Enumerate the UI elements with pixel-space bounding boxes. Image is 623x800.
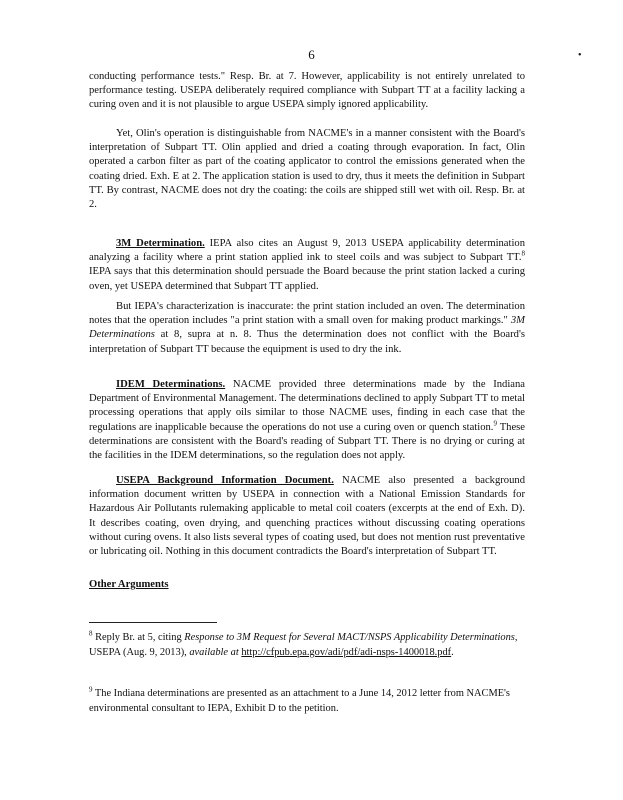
footnote-ref-9: 9 [493,419,497,428]
paragraph-1 [89,70,525,113]
footnote-8-text-a: Reply Br. at 5, citing [92,632,185,643]
footnote-9 [89,686,529,716]
paragraph-4-text [89,300,525,357]
paragraph-3-text-b: IEPA says that this determination should persuade the Board because the print station lacked a curing oven, yet USEPA determined that Subpart TT applied. [89,266,525,292]
other-arguments-heading: Other Arguments [89,579,169,590]
footnote-8 [89,630,529,660]
footnote-9-text: The Indiana determinations are presented as an attachment to a June 14, 2012 letter from NACME's environmental consultant to IEPA, Exhibit D to the petition. [89,688,510,714]
paragraph-4-text-b: at 8, supra at n. 8. Thus the determination does not conflict with the Board's interpretation of Subpart TT because the equipment is used to dry the ink. [89,329,525,355]
section-heading [89,578,525,592]
footnote-8-link[interactable]: http://cfpub.epa.gov/adi/pdf/adi-nsps-1400018.pdf [241,647,452,658]
paragraph-2 [89,127,525,212]
citation-3m: 3M Determinations [89,315,525,341]
footnote-8-text-b: , USEPA (Aug. 9, 2013), [89,632,518,658]
paragraph-4-text-a: But IEPA's characterization is inaccurate: the print station included an oven. The determination notes that the operation includes "a print station with a small oven for making product markings." [89,301,525,327]
paragraph-5 [89,378,525,463]
paragraph-5-text-b: These determinations are consistent with the Board's reading of Subpart TT. There is no drying or curing at the facilities in the IDEM determinations, so the regulation does not apply. [89,421,525,462]
footnote-8-title: Response to 3M Request for Several MACT/NSPS Applicability Determinations [184,632,515,643]
footnote-8-available: available at [189,647,239,658]
paragraph-1-text: conducting performance tests." Resp. Br. at 7. However, applicability is not entirely unrelated to performance testing. USEPA deliberately required compliance with Subpart TT at a facility lacking a curing oven and it is not plausible to argue USEPA simply ignored applicability. [89,71,525,111]
footnote-8-end: . [451,647,454,658]
paragraph-5-text [89,378,525,463]
heading-usepa-background: USEPA Background Information Document. [116,475,334,486]
footnote-divider [89,622,217,623]
footnote-9-number: 9 [89,685,93,694]
footnote-ref-8: 8 [521,249,525,258]
paragraph-2-text: Yet, Olin's operation is distinguishable from NACME's in a manner consistent with the Board's interpretation of Subpart TT. Olin applied and dried a coating through evaporation. In fact, Olin operated a carbon filter as part of the coating applicator to control the emissions generated when the coating dried. Exh. E at 2. The application station is used to dry, thus it meets the definition in Subpart TT. By contrast, NACME does not dry the coating: the coils are shipped still wet with oil. Resp. Br. at 2. [89,128,525,211]
footnote-8-number: 8 [89,629,93,638]
paragraph-4 [89,300,525,357]
paragraph-6 [89,474,525,559]
heading-idem-determinations: IDEM Determinations. [116,379,226,390]
paragraph-6-text-body: NACME also presented a background information document written by USEPA in connection with a National Emission Standards for Hazardous Air Pollutants rulemaking applicable to metal coil coaters (excerpts at the end of Exh. D). It describes coating, oven drying, and quenching practices without discussing coating operations without curing ovens. It also lists several types of coating used, but does not mention rust preventative or lubricating oil. Nothing in this document contradicts the Board's interpretation of Subpart TT. [89,475,525,558]
paragraph-6-text [89,474,525,559]
page-number: 6 [308,47,315,62]
margin-mark: • [578,50,582,61]
paragraph-3-text-a: IEPA also cites an August 9, 2013 USEPA applicability determination analyzing a facility where a print station applied ink to steel coils and was subject to Subpart TT. [89,238,525,264]
paragraph-3-text [89,237,525,294]
paragraph-3 [89,237,525,294]
paragraph-5-text-a: NACME provided three determinations made by the Indiana Department of Environmental Management. The determinations declined to apply Subpart TT to metal processing operations that apply oils similar to those NACME uses, finding in each case that the regulations are inapplicable because the operations do not use a curing oven or quench station. [89,379,525,433]
heading-3m-determination: 3M Determination. [116,238,205,249]
